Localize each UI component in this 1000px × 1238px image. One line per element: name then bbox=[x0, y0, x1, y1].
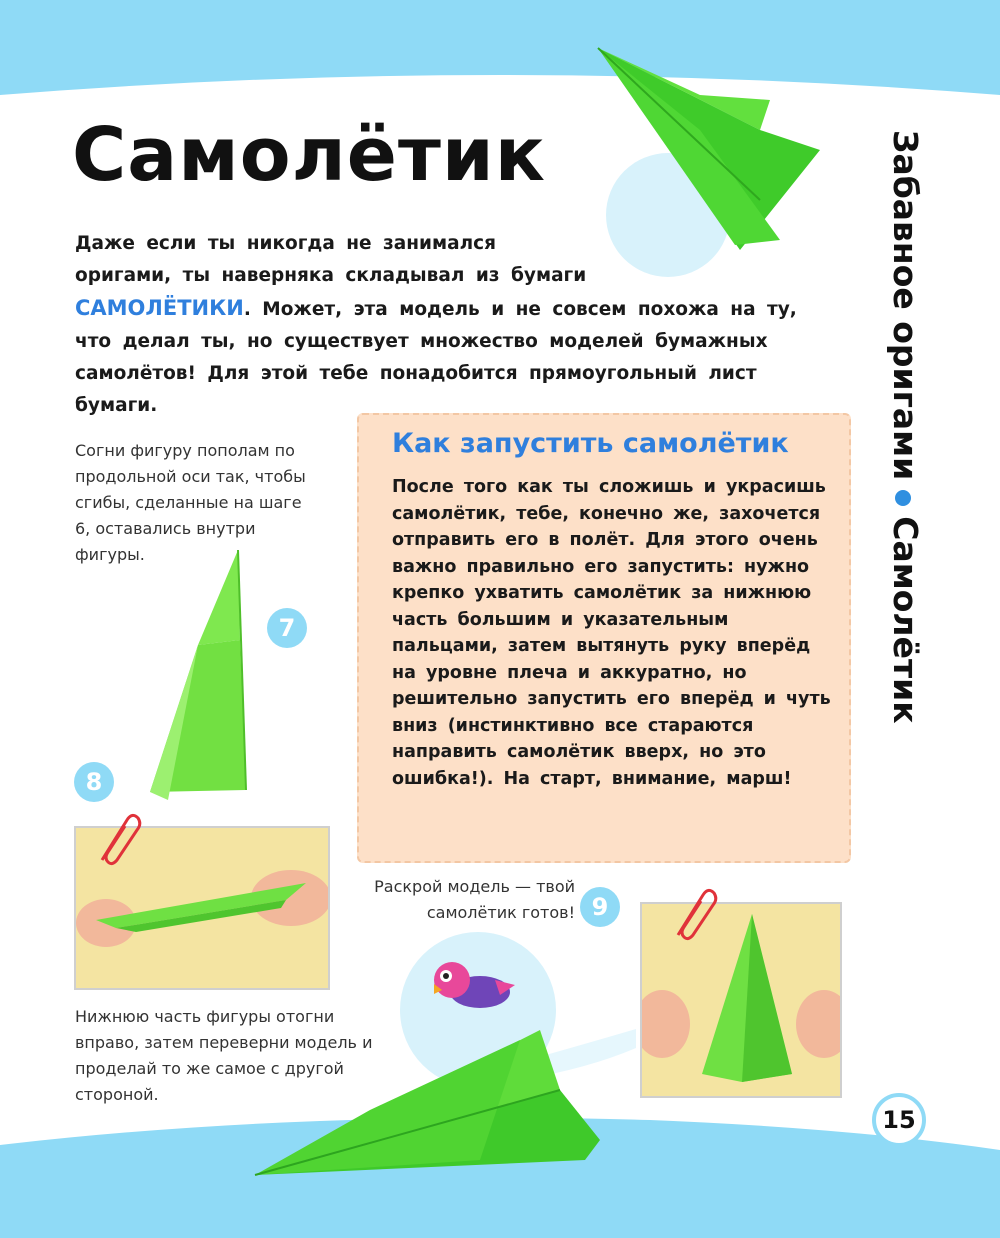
step-7-figure-icon bbox=[150, 550, 246, 800]
step-8-number: 8 bbox=[74, 762, 114, 802]
intro-line-1: Даже если ты никогда не занимался bbox=[75, 233, 497, 254]
page-number: 15 bbox=[872, 1093, 926, 1147]
step-7-number: 7 bbox=[267, 608, 307, 648]
bullet-dot-icon bbox=[896, 490, 912, 506]
step-7-caption: Согни фигуру пополам по продольной оси так, чтобы сгибы, сделанные на шаге 6, оставались внутри фигуры. bbox=[75, 441, 306, 564]
tip-box-text: После того как ты сложишь и украсишь самолётик, тебе, конечно же, захочется отправить его в полёт. Для этого очень важно правильно его запустить: нужно крепко ухватить самолётик за нижнюю часть большим и указательным пальцами, затем вытянуть руку вперёд на уровне плеча и аккуратно, но решительно запустить его вперёд и чуть вниз (инстинктивно все стараются направить самолётик вверх, но это ошибка!). На старт, внимание, марш! bbox=[392, 477, 831, 789]
section-side-title bbox=[850, 130, 940, 724]
page-title: Самолётик bbox=[72, 112, 546, 198]
step-9-number: 9 bbox=[580, 887, 620, 927]
side-title-part2: Самолётик bbox=[886, 516, 925, 724]
intro-line-2: оригами, ты наверняка складывал из бумаги bbox=[75, 265, 587, 286]
side-title-part1: Забавное оригами bbox=[886, 130, 925, 481]
tip-box-title: Как запустить самолётик bbox=[392, 428, 789, 459]
step-8-caption: Нижнюю часть фигуры отогни вправо, затем переверни модель и проделай то же самое с другой стороной. bbox=[75, 1007, 373, 1104]
intro-text bbox=[75, 228, 840, 422]
intro-highlight: САМОЛЁТИКИ bbox=[75, 296, 244, 320]
step-9-caption: Раскрой модель — твой самолётик готов! bbox=[374, 877, 575, 922]
top-band bbox=[0, 0, 1000, 95]
paperclip-icon bbox=[668, 885, 718, 945]
intro-rest: . Может, эта модель и не совсем похожа на ту, что делал ты, но существует множество моделей бумажных самолётов! Для этой тебе понадобится прямоугольный лист бумаги. bbox=[75, 299, 797, 416]
paperclip-icon bbox=[92, 810, 142, 870]
